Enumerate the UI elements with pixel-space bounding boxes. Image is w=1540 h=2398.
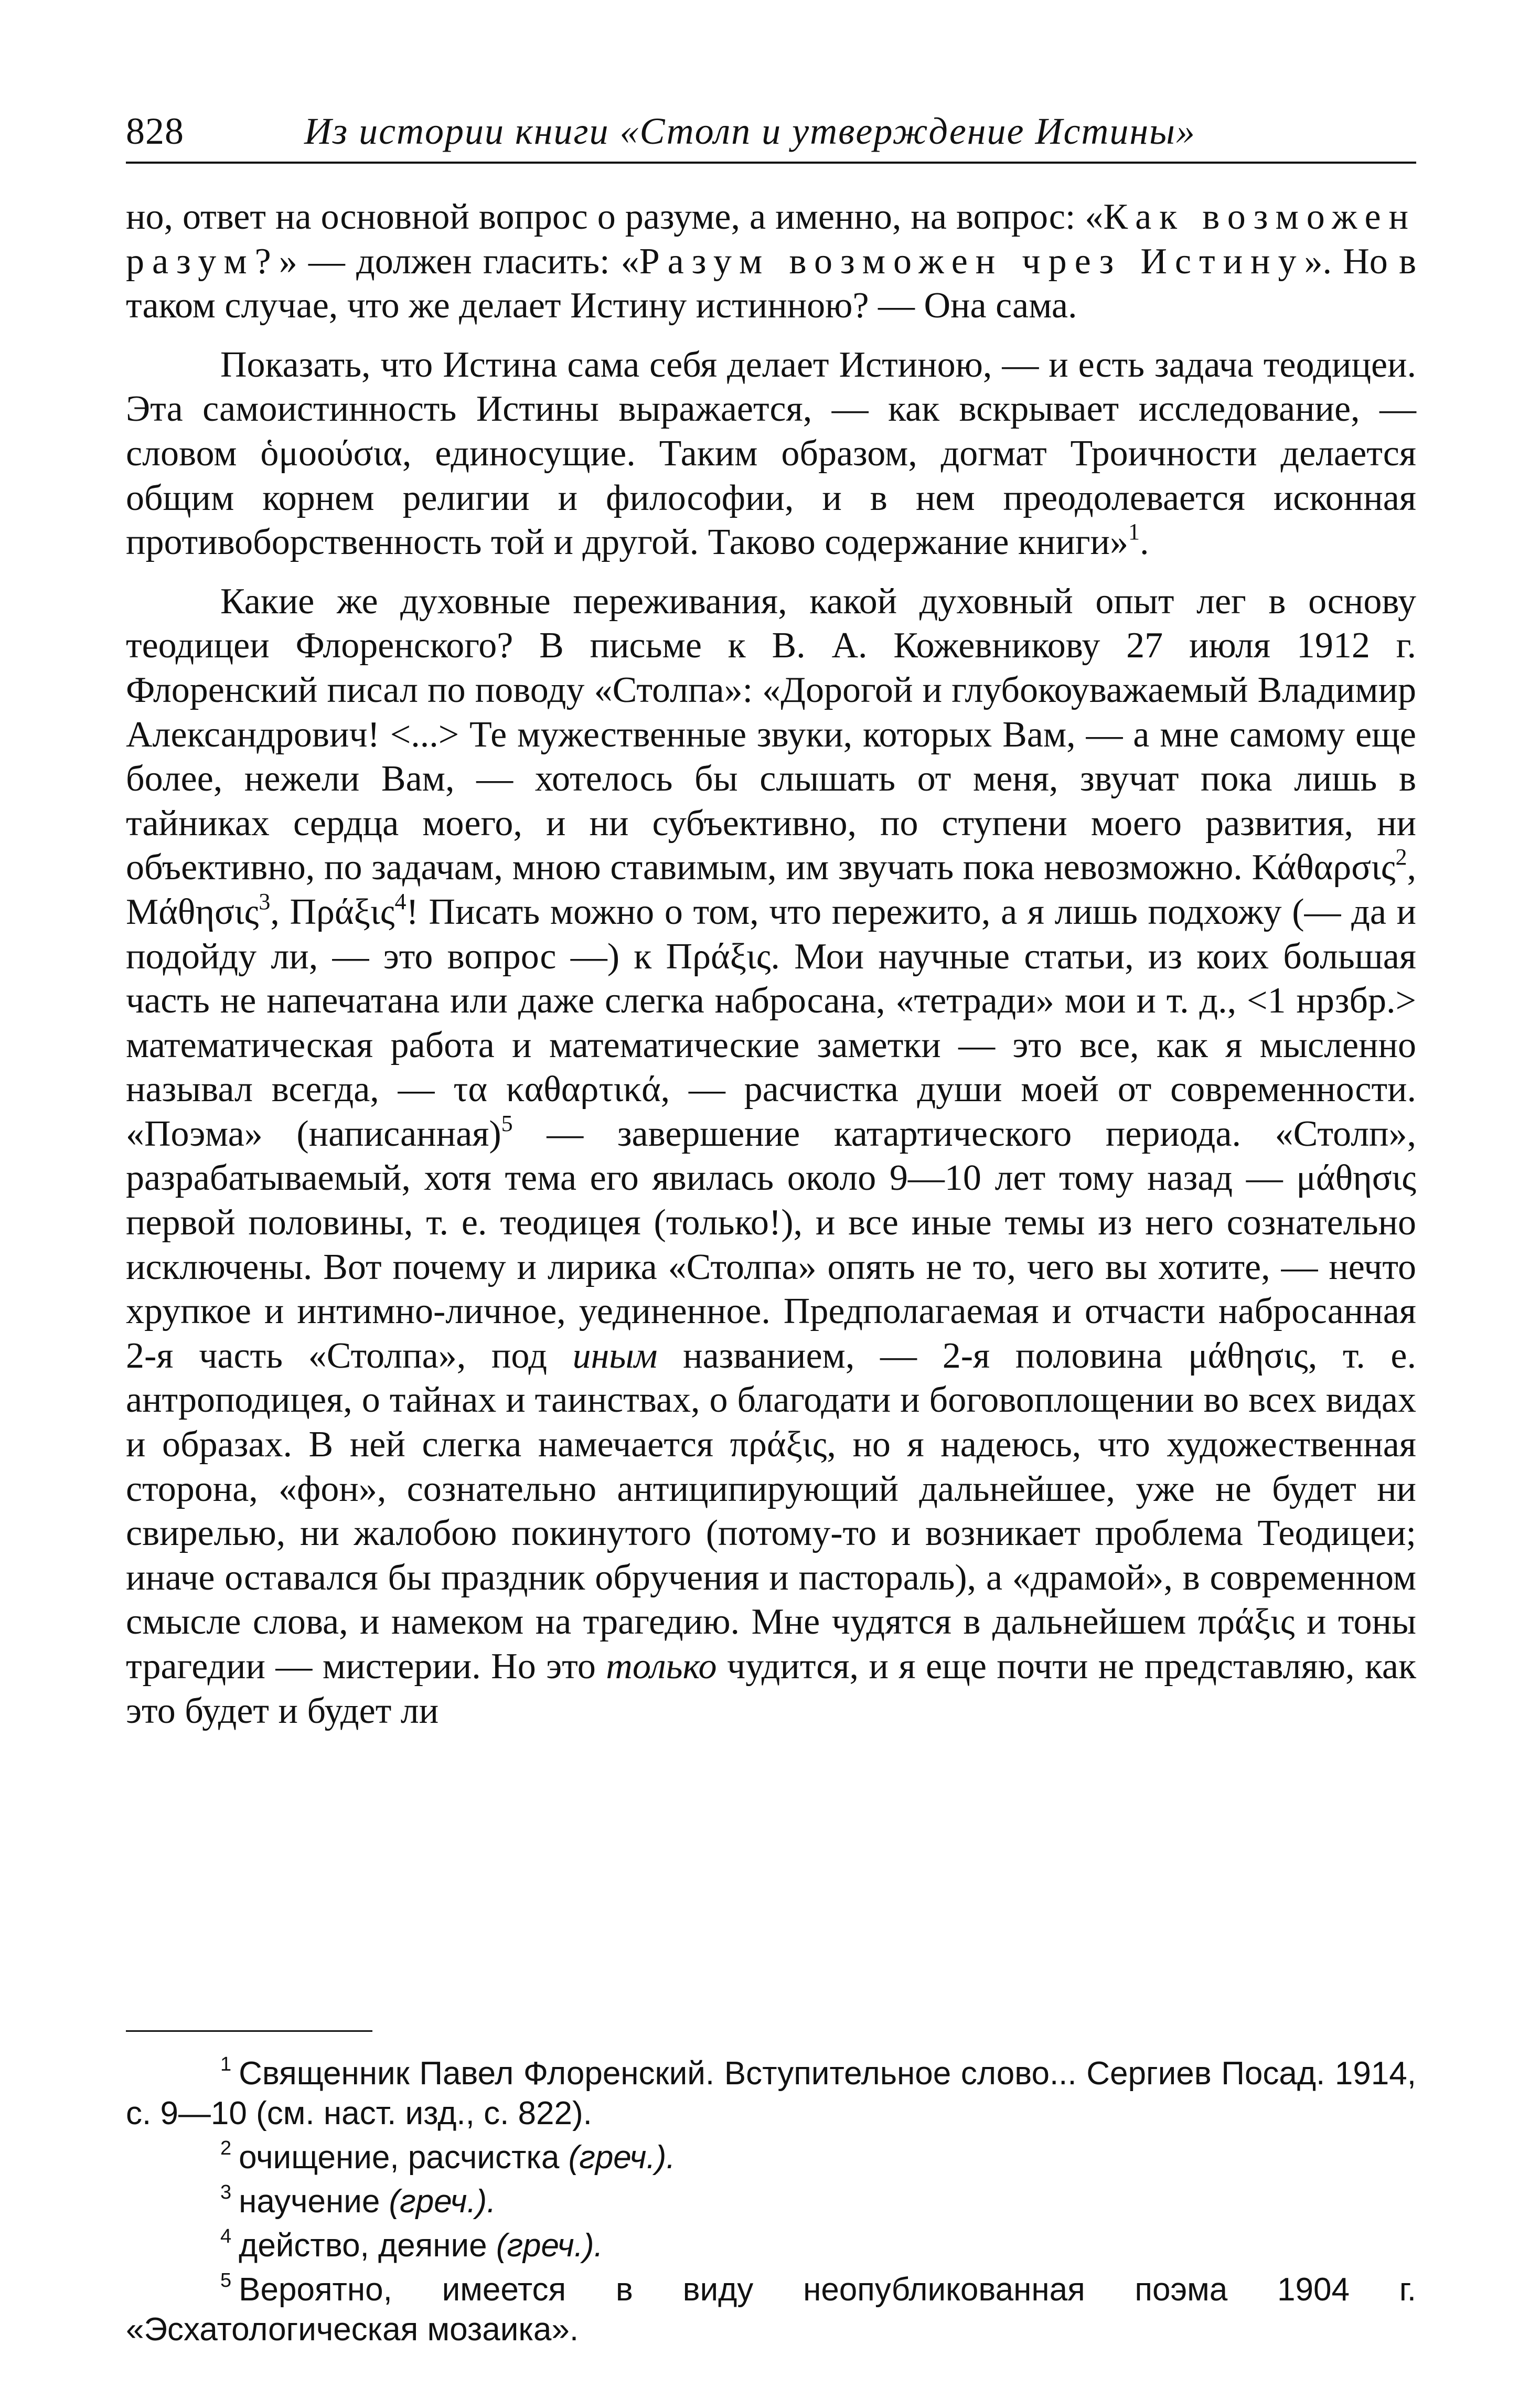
paragraph-1-text-c: ». Но в таком случае, что же делает Истину истинною? — Она сама. [126, 241, 1416, 326]
footnote-mark: 3 [220, 2181, 232, 2203]
footnote-mark: 5 [220, 2269, 232, 2292]
footnote-text: Священник Павел Флоренский. Вступительное слово... Сергиев Посад. 1914, с. 9—10 (см. наст. изд., с. 822). [126, 2055, 1416, 2131]
paragraph-1-text-a: но, ответ на основной вопрос о разуме, а именно, на вопрос: « [126, 197, 1104, 237]
italic-inym: иным [572, 1335, 658, 1376]
footnote-text: Вероятно, имеется в виду неопубликованная поэма 1904 г. «Эсхатологическая мозаика». [126, 2272, 1416, 2348]
paragraph-3-text-b: , Μάθησις [126, 847, 1416, 932]
paragraph-3 [126, 580, 1416, 1733]
footnote-mark: 2 [220, 2137, 232, 2159]
footnote-4 [126, 2226, 1416, 2266]
footnote-ref-3[interactable]: 3 [259, 888, 271, 914]
footnote-2 [126, 2138, 1416, 2178]
footnote-5 [126, 2270, 1416, 2350]
paragraph-3-text-c: , Πράξις [270, 891, 395, 932]
footnote-ref-4[interactable]: 4 [394, 888, 407, 914]
footnote-note: (греч.). [568, 2139, 676, 2176]
footnote-note: (греч.). [389, 2183, 496, 2220]
paragraph-1 [126, 195, 1416, 328]
footnote-1 [126, 2054, 1416, 2134]
footnote-mark: 1 [220, 2053, 232, 2075]
footnote-ref-5[interactable]: 5 [501, 1110, 513, 1136]
header-rule [126, 162, 1416, 164]
footnotes [126, 2054, 1416, 2354]
footnote-text: действо, деяние [239, 2228, 496, 2264]
paragraph-3-text-e: — завершение катартического периода. «Столп», разрабатываемый, хотя тема его явилась около 9—10 лет тому назад — μάθησις первой половины, т. е. теодицея (только!), и все иные темы из него сознательно исключены. Вот почему и лирика «Столпа» опять не то, чего вы хотите, — нечто хрупкое и интимно-личное, уединенное. Предполагаемая и отчасти набросанная 2-я часть «Столпа», под [126, 1113, 1416, 1376]
paragraph-3-text-d: ! Писать можно о том, что пережито, а я лишь подхожу (— да и подойду ли, — это вопрос —) к Πράξις. Мои научные статьи, из коих большая часть не напечатана или даже слегка набросана, «тетради» мои и т. д., <1 нрзбр.> математическая работа и математические заметки — это все, как я мысленно называл всегда, — τα καθαρτικά, — расчистка души моей от современности. «Поэма» (написанная) [126, 891, 1417, 1154]
footnote-mark: 4 [220, 2225, 232, 2247]
main-text [126, 195, 1416, 1733]
running-header [126, 108, 1416, 165]
paragraph-3-text-g: чудится, и я еще почти не представляю, как это будет и будет ли [126, 1646, 1416, 1731]
footnote-text: научение [239, 2183, 389, 2220]
spaced-answer: Разум возможен чрез Истину [639, 241, 1304, 282]
footnote-note: (греч.). [496, 2228, 603, 2264]
page-number: 828 [126, 110, 184, 152]
footnote-rule [126, 2030, 372, 2032]
footnote-3 [126, 2182, 1416, 2222]
paragraph-2-text-a: Показать, что Истина сама себя делает Истиною, — и есть задача теодицеи. Эта самоистинность Истины выражается, — как вскрывает исследование, — словом ὁμοούσια, единосущие. Таким образом, догмат Троичности делается общим корнем религии и философии, и в нем преодолевается исконная противоборственность той и другой. Таково содержание книги» [126, 344, 1416, 563]
paragraph-2-text-b: . [1140, 522, 1149, 563]
italic-tolko: только [606, 1646, 717, 1687]
paragraph-3-text-a: Какие же духовные переживания, какой духовный опыт лег в основу теодицеи Флоренского? В письме к В. А. Кожевникову 27 июля 1912 г. Флоренский писал по поводу «Столпа»: «Дорогой и глубокоуважаемый Владимир Александрович! <...> Те мужественные звуки, которых Вам, — а мне самому еще более, нежели Вам, — хотелось бы слышать от меня, звучат пока лишь в тайниках сердца моего, и ни субъективно, по ступени моего развития, ни объективно, по задачам, мною ставимым, им звучать пока невозможно. Κάθαρσις [126, 581, 1416, 888]
footnote-ref-1[interactable]: 1 [1128, 519, 1140, 545]
spaced-question: Как возможен разум? [126, 197, 1416, 282]
footnote-text: очищение, расчистка [239, 2139, 569, 2176]
paragraph-1-text-b: » — должен гласить: « [279, 241, 639, 282]
paragraph-3-text-f: названием, — 2-я половина μάθησις, т. е. антроподицея, о тайнах и таинствах, о благодати и боговоплощении во всех видах и образах. В ней слегка намечается πράξις, но я надеюсь, что художественная сторона, «фон», сознательно антиципирующий дальнейшее, уже не будет ни свирелью, ни жалобою покинутого (потому-то и возникает проблема Теодицеи; иначе оставался бы праздник обручения и пастораль), а «драмой», в современном смысле слова, и намеком на трагедию. Мне чудятся в дальнейшем πράξις и тоны трагедии — мистерии. Но это [126, 1335, 1416, 1687]
paragraph-2 [126, 343, 1416, 565]
running-title: Из истории книги «Столп и утверждение Истины» [304, 110, 1196, 152]
footnote-ref-2[interactable]: 2 [1395, 844, 1407, 870]
